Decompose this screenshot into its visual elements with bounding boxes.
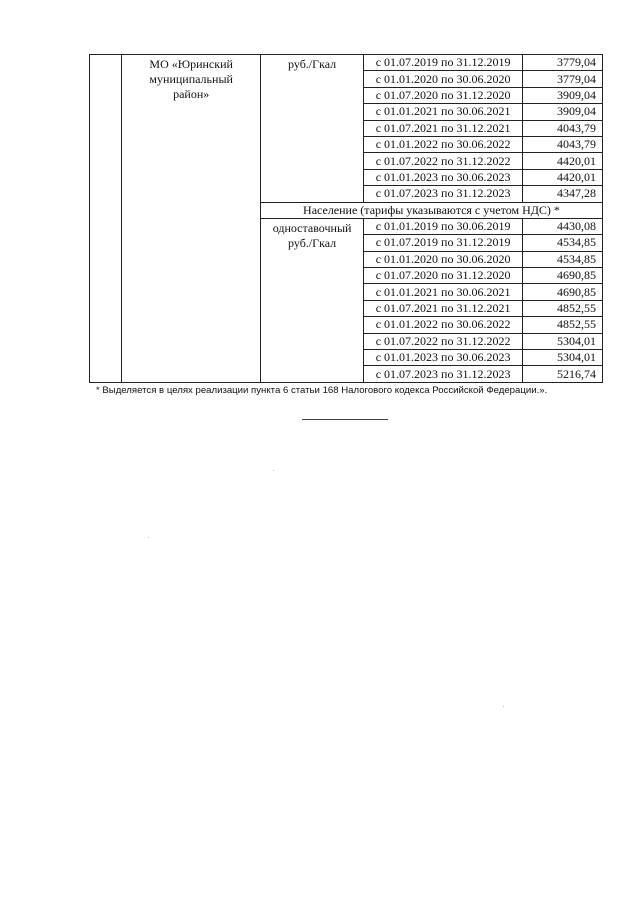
unit-cell <box>260 218 363 382</box>
value-cell: 4852,55 <box>523 317 603 333</box>
tariff-type-label: одноставочный <box>272 220 352 235</box>
scan-speck <box>273 470 274 471</box>
period-cell: с 01.01.2023 по 30.06.2023 <box>364 169 523 185</box>
period-cell: с 01.07.2023 по 31.12.2023 <box>364 186 523 202</box>
municipality-line: МО «Юринский <box>149 57 233 71</box>
period-cell: с 01.07.2022 по 31.12.2022 <box>364 333 523 349</box>
value-cell: 4043,79 <box>523 120 603 136</box>
period-cell: с 01.07.2020 по 31.12.2020 <box>364 87 523 103</box>
municipality-line: район» <box>173 87 210 101</box>
value-cell: 3779,04 <box>523 71 603 87</box>
value-cell: 4430,08 <box>523 218 603 234</box>
value-cell: 4420,01 <box>523 169 603 185</box>
municipality-cell <box>122 55 261 383</box>
value-cell: 3779,04 <box>523 55 603 71</box>
value-cell: 5304,01 <box>523 350 603 366</box>
value-cell: 4534,85 <box>523 235 603 251</box>
period-cell: с 01.01.2020 по 30.06.2020 <box>364 71 523 87</box>
period-cell: с 01.01.2021 по 30.06.2021 <box>364 104 523 120</box>
period-cell: с 01.07.2023 по 31.12.2023 <box>364 366 523 382</box>
footnote: * Выделяется в целях реализации пункта 6 статьи 168 Налогового кодекса Российской Федерации.». <box>96 385 548 396</box>
value-cell: 3909,04 <box>523 104 603 120</box>
period-cell: с 01.01.2021 по 30.06.2021 <box>364 284 523 300</box>
municipality-line: муниципальный <box>149 72 233 86</box>
period-cell: с 01.07.2021 по 31.12.2021 <box>364 300 523 316</box>
value-cell: 4420,01 <box>523 153 603 169</box>
value-cell: 4690,85 <box>523 268 603 284</box>
value-cell: 4852,55 <box>523 300 603 316</box>
unit-label: руб./Гкал <box>288 57 337 71</box>
value-cell: 5304,01 <box>523 333 603 349</box>
period-cell: с 01.07.2019 по 31.12.2019 <box>364 55 523 71</box>
scan-speck <box>148 537 149 538</box>
period-cell: с 01.01.2022 по 30.06.2022 <box>364 136 523 152</box>
tariff-table <box>89 54 603 383</box>
value-cell: 5216,74 <box>523 366 603 382</box>
period-cell: с 01.01.2022 по 30.06.2022 <box>364 317 523 333</box>
unit-label: руб./Гкал <box>288 235 337 250</box>
value-cell: 4534,85 <box>523 251 603 267</box>
period-cell: с 01.01.2019 по 30.06.2019 <box>364 218 523 234</box>
population-section-header: Население (тарифы указываются с учетом НДС) * <box>260 202 602 218</box>
index-cell <box>90 55 122 383</box>
period-cell: с 01.01.2020 по 30.06.2020 <box>364 251 523 267</box>
period-cell: с 01.07.2022 по 31.12.2022 <box>364 153 523 169</box>
period-cell: с 01.07.2020 по 31.12.2020 <box>364 268 523 284</box>
period-cell: с 01.07.2019 по 31.12.2019 <box>364 235 523 251</box>
end-divider <box>302 419 388 420</box>
period-cell: с 01.01.2023 по 30.06.2023 <box>364 350 523 366</box>
unit-cell <box>260 55 363 203</box>
value-cell: 4347,28 <box>523 186 603 202</box>
value-cell: 4043,79 <box>523 136 603 152</box>
value-cell: 3909,04 <box>523 87 603 103</box>
scan-speck <box>503 706 504 707</box>
table-row <box>90 55 603 71</box>
value-cell: 4690,85 <box>523 284 603 300</box>
period-cell: с 01.07.2021 по 31.12.2021 <box>364 120 523 136</box>
